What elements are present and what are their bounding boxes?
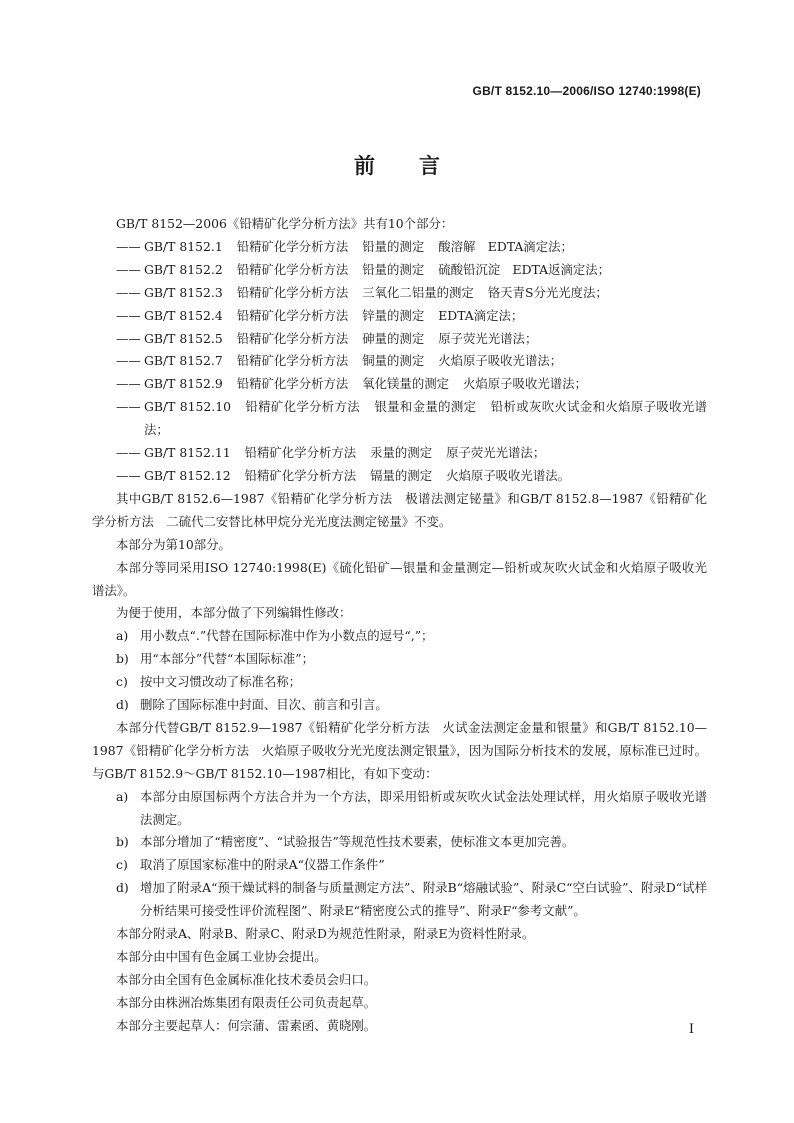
edit-marker: b) xyxy=(116,651,129,667)
part-code: GB/T 8152.7 xyxy=(144,353,223,369)
part-title: 铅精矿化学分析方法 xyxy=(236,376,349,392)
part-code: GB/T 8152.9 xyxy=(144,376,223,392)
part-code: GB/T 8152.4 xyxy=(144,307,223,323)
part-dash: —— xyxy=(116,353,141,369)
part-code: GB/T 8152.5 xyxy=(144,330,223,346)
part-dash: —— xyxy=(116,330,141,346)
part-dash: —— xyxy=(116,238,141,254)
change-marker: d) xyxy=(116,880,129,896)
part-method: 火焰原子吸收光谱法； xyxy=(463,376,587,392)
proposed-paragraph: 本部分由中国有色金属工业协会提出。 xyxy=(116,949,327,964)
part-method: EDTA滴定法； xyxy=(438,307,524,323)
part-title: 铅精矿化学分析方法 xyxy=(236,284,349,300)
edit-text: 按中文习惯改动了标准名称； xyxy=(140,674,302,690)
equivalence-paragraph: 本部分等同采用ISO 12740:1998(E)《硫化铅矿—银量和金量测定—铅析或灰吹火试金和火焰原子吸收光谱法》。 xyxy=(92,559,707,598)
part-list-item xyxy=(92,465,707,488)
part-list-item xyxy=(92,282,707,305)
parts-list xyxy=(92,236,707,488)
title-char-1: 前 xyxy=(354,154,375,178)
part-measure: 汞量的测定 xyxy=(370,445,433,461)
part-list-item xyxy=(92,259,707,282)
part-title: 铅精矿化学分析方法 xyxy=(236,353,349,369)
part-measure: 银量和金量的测定 xyxy=(374,399,477,415)
part-dash: —— xyxy=(116,261,141,277)
page-number: I xyxy=(688,1022,694,1037)
part-list-item xyxy=(92,373,707,396)
change-text: 本部分由原国标两个方法合并为一个方法，即采用铅析或灰吹火试金法处理试样，用火焰原子吸收光谱法测定。 xyxy=(140,788,707,827)
part-list-item xyxy=(92,305,707,328)
part-measure: 三氧化二铝量的测定 xyxy=(362,284,474,300)
part-method: 原子荧光光谱法； xyxy=(446,445,546,461)
part-list-item xyxy=(92,328,707,351)
part-title: 铅精矿化学分析方法 xyxy=(236,261,349,277)
changes-list xyxy=(92,786,707,923)
edit-text: 用“本部分”代替“本国际标准”； xyxy=(140,651,315,667)
part-measure: 锌量的测定 xyxy=(362,307,425,323)
part-title: 铅精矿化学分析方法 xyxy=(236,307,349,323)
page-title xyxy=(0,150,794,180)
edit-text: 删除了国际标准中封面、目次、前言和引言。 xyxy=(140,697,388,713)
part-dash: —— xyxy=(116,399,141,415)
part-measure: 镉量的测定 xyxy=(370,467,433,483)
centralized-paragraph: 本部分由全国有色金属标准化技术委员会归口。 xyxy=(116,971,377,987)
part-dash: —— xyxy=(116,307,141,323)
change-marker: a) xyxy=(116,788,129,804)
change-text: 取消了原国家标准中的附录A“仪器工作条件” xyxy=(140,857,385,873)
part-method: 硫酸铅沉淀 EDTA返滴定法； xyxy=(438,261,611,277)
standard-code-header: GB/T 8152.10—2006/ISO 12740:1998(E) xyxy=(472,84,701,98)
part-measure: 铅量的测定 xyxy=(362,238,425,254)
part-list-item xyxy=(92,442,707,465)
edit-text: 用小数点“.”代替在国际标准中作为小数点的逗号“,”； xyxy=(140,628,434,644)
part-measure: 铜量的测定 xyxy=(362,353,425,369)
intro-paragraph: GB/T 8152—2006《铅精矿化学分析方法》共有10个部分： xyxy=(116,216,454,231)
part-list-item xyxy=(92,350,707,373)
part-list-item xyxy=(92,236,707,259)
part-measure: 铅量的测定 xyxy=(362,261,425,277)
part-code: GB/T 8152.3 xyxy=(144,284,223,300)
part-method: 原子荧光光谱法； xyxy=(438,330,538,346)
change-item xyxy=(92,831,707,854)
part-title: 铅精矿化学分析方法 xyxy=(244,467,357,483)
change-item xyxy=(92,854,707,877)
part-code: GB/T 8152.1 xyxy=(144,238,223,254)
part-method: 酸溶解 EDTA滴定法； xyxy=(438,238,573,254)
edit-item xyxy=(92,648,707,671)
part-method: 火焰原子吸收光谱法。 xyxy=(446,467,570,483)
part-dash: —— xyxy=(116,445,141,461)
replacement-paragraph: 本部分代替GB/T 8152.9—1987《铅精矿化学分析方法 火试金法测定金量和银量》和GB/T 8152.10—1987《铅精矿化学分析方法 火焰原子吸收分光光度法测定银量》，因为国际分析技术的发展，原标准已过时。与GB/T 8152.9～GB/T 8152.10—1987相比，有如下变动： xyxy=(92,719,707,781)
edit-marker: c) xyxy=(116,674,128,690)
edits-list xyxy=(92,625,707,717)
change-text: 增加了附录A“预干燥试料的制备与质量测定方法”、附录B“熔融试验”、附录C“空白试验”、附录D“试样分析结果可接受性评价流程图”、附录E“精密度公式的推导”、附录F“参考文献”。 xyxy=(140,880,707,919)
edit-marker: a) xyxy=(116,628,129,644)
part-dash: —— xyxy=(116,376,141,392)
part-title: 铅精矿化学分析方法 xyxy=(244,445,357,461)
part-code: GB/T 8152.11 xyxy=(144,445,231,461)
change-text: 本部分增加了“精密度”、“试验报告”等规范性技术要素，使标准文本更加完善。 xyxy=(140,834,575,850)
part-list-item xyxy=(92,396,707,442)
part-measure: 砷量的测定 xyxy=(362,330,425,346)
part-title: 铅精矿化学分析方法 xyxy=(244,399,361,415)
part-dash: —— xyxy=(116,467,141,483)
drafted-paragraph: 本部分由株洲冶炼集团有限责任公司负责起草。 xyxy=(116,994,377,1010)
part-code: GB/T 8152.12 xyxy=(144,467,231,483)
edit-item xyxy=(92,694,707,717)
change-marker: b) xyxy=(116,834,129,850)
part-method: 火焰原子吸收光谱法； xyxy=(438,353,563,369)
edit-item xyxy=(92,671,707,694)
change-marker: c) xyxy=(116,857,128,873)
edit-intro-paragraph: 为便于使用，本部分做了下列编辑性修改： xyxy=(116,605,352,621)
annex-paragraph: 本部分附录A、附录B、附录C、附录D为规范性附录，附录E为资料性附录。 xyxy=(116,926,535,942)
part-title: 铅精矿化学分析方法 xyxy=(236,330,349,346)
part-method: 铬天青S分光光度法； xyxy=(487,284,608,300)
edit-marker: d) xyxy=(116,697,129,713)
part-dash: —— xyxy=(116,284,141,300)
title-char-2: 言 xyxy=(419,154,440,178)
part-code: GB/T 8152.2 xyxy=(144,261,223,277)
part-code: GB/T 8152.10 xyxy=(144,399,231,415)
part-title: 铅精矿化学分析方法 xyxy=(236,238,349,254)
document-body xyxy=(92,213,707,1038)
authors-paragraph: 本部分主要起草人：何宗蒲、雷素函、黄晓刚。 xyxy=(116,1017,377,1033)
unchanged-paragraph: 其中GB/T 8152.6—1987《铅精矿化学分析方法 极谱法测定铋量》和GB/T 8152.8—1987《铅精矿化学分析方法 二硫代二安替比林甲烷分光光度法测定铋量》不变。 xyxy=(92,490,707,529)
change-item xyxy=(92,877,707,923)
part-number-paragraph: 本部分为第10部分。 xyxy=(116,536,231,552)
edit-item xyxy=(92,625,707,648)
change-item xyxy=(92,786,707,832)
part-method: 铅析或灰吹火试金和火焰原子吸收光谱法； xyxy=(144,399,708,438)
part-measure: 氧化镁量的测定 xyxy=(362,376,449,392)
